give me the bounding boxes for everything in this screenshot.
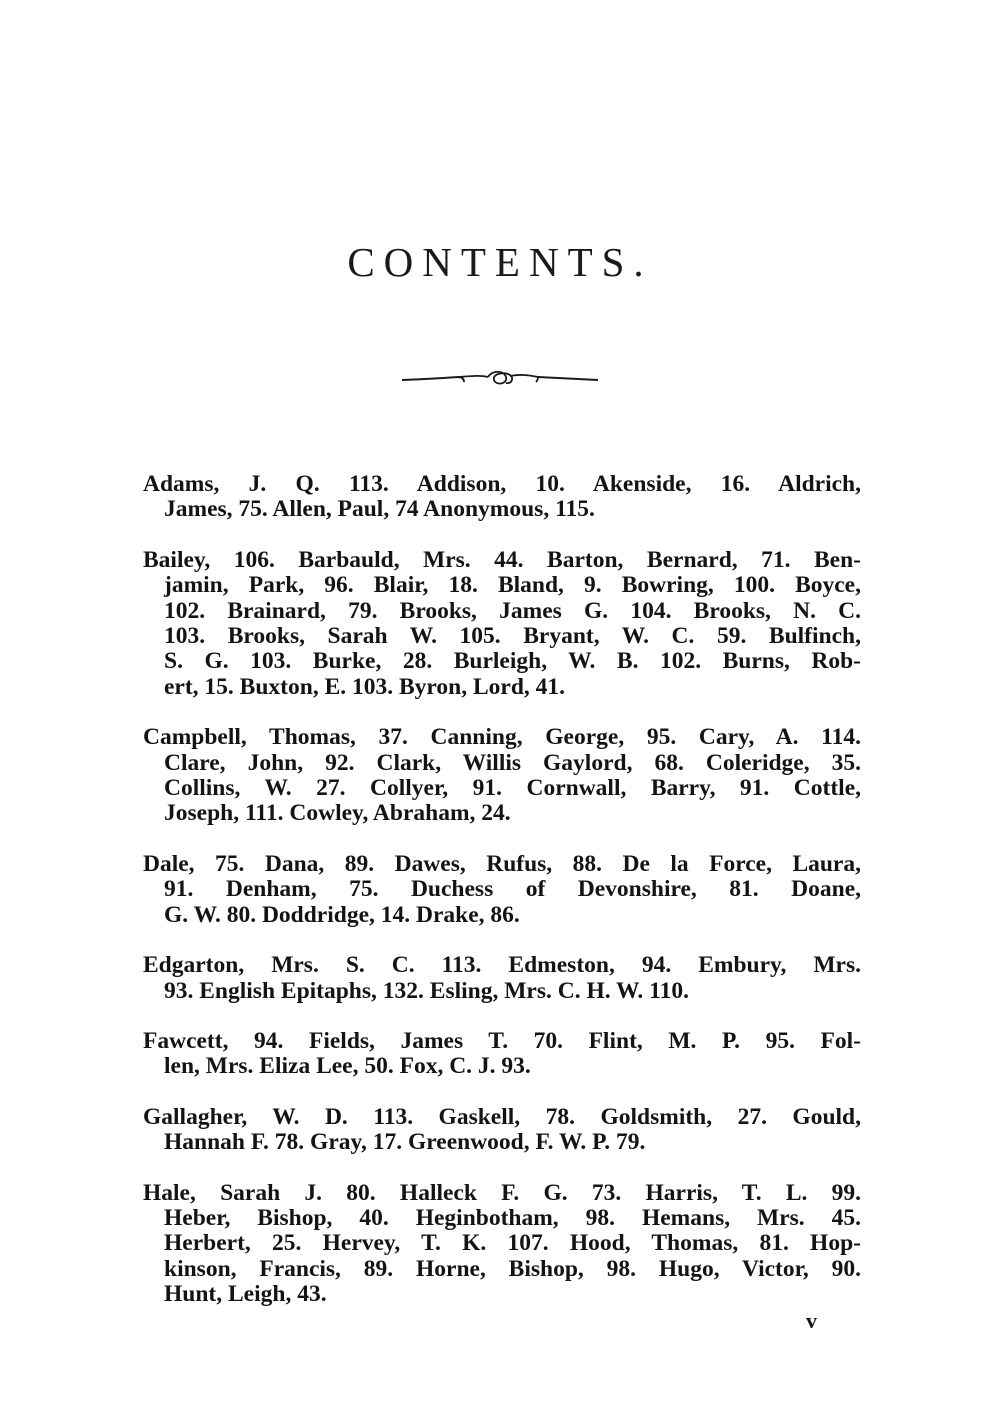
index-entry-e [143, 953, 861, 1004]
entry-line: Collins, W. 27. Collyer, 91. Cornwall, Barry, 91. Cottle, [164, 775, 861, 802]
entry-line: 102. Brainard, 79. Brooks, James G. 104. Brooks, N. C. [164, 597, 861, 624]
page-title: CONTENTS. [347, 239, 653, 285]
index-entry-c [143, 725, 861, 827]
contents-index [143, 472, 861, 1308]
entry-line: ert, 15. Buxton, E. 103. Byron, Lord, 41. [164, 673, 566, 700]
ornament-divider-icon [400, 362, 600, 396]
entry-line: Adams, J. Q. 113. Addison, 10. Akenside, 16. Aldrich, [143, 471, 861, 497]
entry-line: Gallagher, W. D. 113. Gaskell, 78. Goldsmith, 27. Gould, [143, 1103, 861, 1130]
index-entry-f [143, 1029, 861, 1080]
entry-line: len, Mrs. Eliza Lee, 50. Fox, C. J. 93. [164, 1053, 531, 1080]
entry-line: Edgarton, Mrs. S. C. 113. Edmeston, 94. Embury, Mrs. [143, 952, 861, 979]
entry-line: Herbert, 25. Hervey, T. K. 107. Hood, Thomas, 81. Hop- [164, 1230, 861, 1257]
entry-line: James, 75. Allen, Paul, 74 Anonymous, 115. [164, 496, 595, 523]
entry-line: Dale, 75. Dana, 89. Dawes, Rufus, 88. De la Force, Laura, [143, 850, 861, 877]
entry-line: jamin, Park, 96. Blair, 18. Bland, 9. Bowring, 100. Boyce, [164, 572, 861, 599]
entry-line: Heber, Bishop, 40. Heginbotham, 98. Hemans, Mrs. 45. [164, 1204, 861, 1231]
entry-line: Hannah F. 78. Gray, 17. Greenwood, F. W. P. 79. [164, 1129, 646, 1156]
entry-line: Campbell, Thomas, 37. Canning, George, 95. Cary, A. 114. [143, 724, 861, 751]
index-entry-b [143, 548, 861, 700]
entry-line: S. G. 103. Burke, 28. Burleigh, W. B. 102. Burns, Rob- [164, 648, 861, 675]
index-entry-a [143, 472, 861, 523]
entry-line: kinson, Francis, 89. Horne, Bishop, 98. Hugo, Victor, 90. [164, 1255, 861, 1282]
entry-line: Clare, John, 92. Clark, Willis Gaylord, 68. Coleridge, 35. [164, 749, 861, 776]
entry-line: Bailey, 106. Barbauld, Mrs. 44. Barton, Bernard, 71. Ben- [143, 546, 861, 573]
index-entry-h [143, 1181, 861, 1308]
entry-line: Joseph, 111. Cowley, Abraham, 24. [164, 800, 511, 827]
index-entry-g [143, 1105, 861, 1156]
entry-line: Hale, Sarah J. 80. Halleck F. G. 73. Harris, T. L. 99. [143, 1179, 861, 1206]
entry-line: 103. Brooks, Sarah W. 105. Bryant, W. C. 59. Bulfinch, [164, 623, 861, 650]
entry-line: G. W. 80. Doddridge, 14. Drake, 86. [164, 901, 520, 928]
entry-line: 91. Denham, 75. Duchess of Devonshire, 81. Doane, [164, 876, 861, 903]
entry-line: 93. English Epitaphs, 132. Esling, Mrs. C. H. W. 110. [164, 977, 689, 1004]
entry-line: Hunt, Leigh, 43. [164, 1281, 327, 1308]
entry-line: Fawcett, 94. Fields, James T. 70. Flint, M. P. 95. Fol- [143, 1027, 861, 1054]
index-entry-d [143, 852, 861, 928]
page-number: v [806, 1308, 817, 1333]
